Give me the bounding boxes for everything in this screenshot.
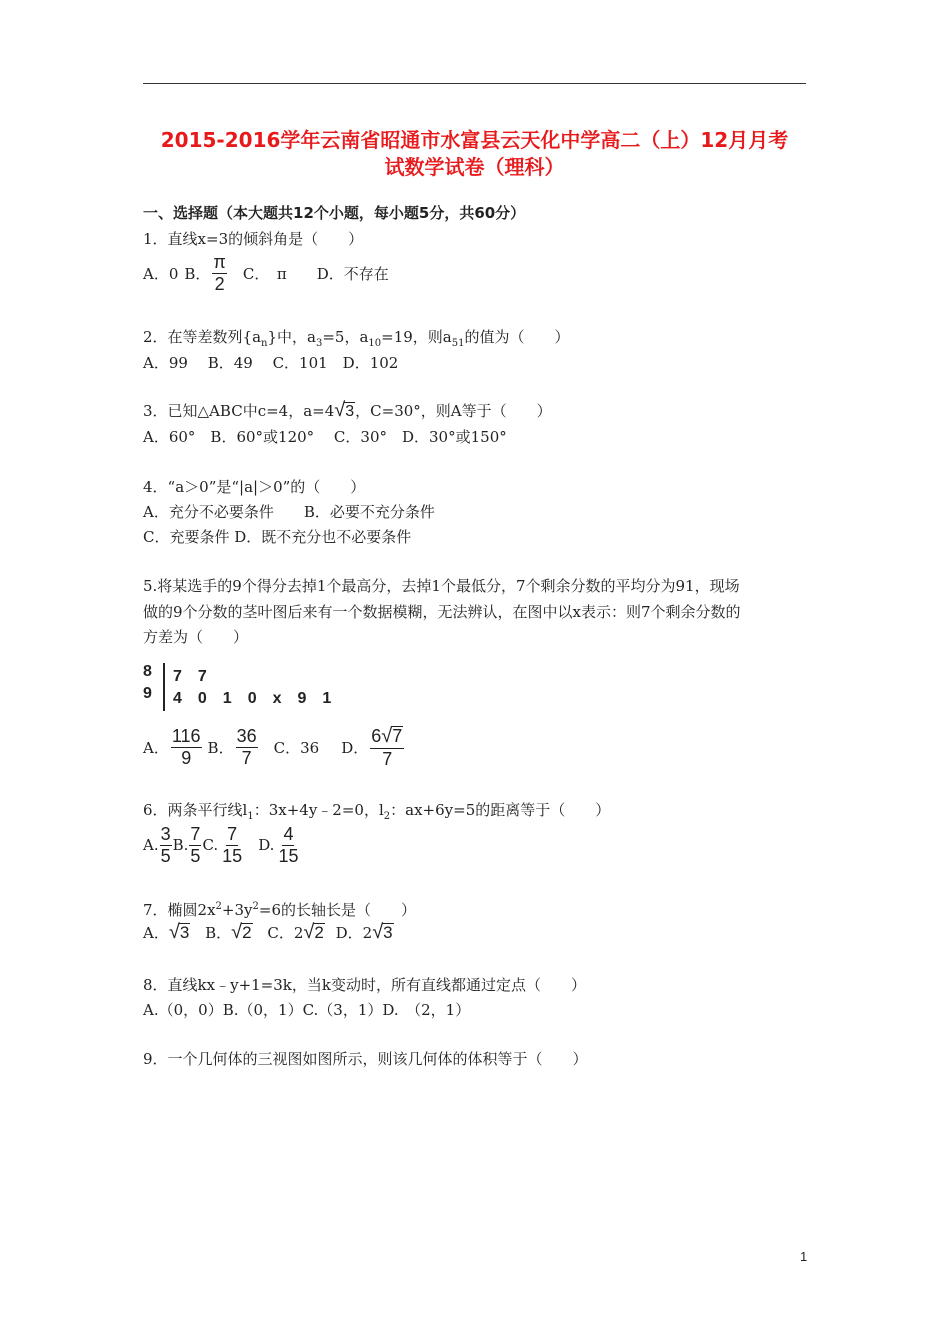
q2-text: }中，a — [267, 328, 316, 346]
q5-line1: 5.将某选手的9个得分去掉1个最高分，去掉1个最低分，7个剩余分数的平均分为91，现场 — [143, 577, 740, 595]
q3-options: A．60° B．60°或120° C．30° D．30°或150° — [143, 428, 507, 446]
stem-row1: 8 — [143, 663, 152, 680]
q5-line2: 做的9个分数的茎叶图后来有一个数据模糊，无法辨认，在图中以x表示：则7个剩余分数的 — [143, 603, 741, 621]
q6-options — [143, 825, 302, 866]
q4-options-ab: A．充分不必要条件 B．必要不充分条件 — [143, 503, 435, 521]
q7-d-radicand: 3 — [383, 923, 393, 942]
q3-radicand: 3 — [345, 403, 355, 420]
q5-a-numerator: 116 — [171, 726, 201, 747]
q5-option-b-label: B． — [207, 738, 234, 757]
q6-c-denominator: 15 — [222, 845, 243, 866]
q9-stem: 9．一个几何体的三视图如图所示，则该几何体的体积等于（ ） — [143, 1050, 588, 1068]
q7-option-a-label: A． — [143, 924, 169, 942]
q6-option-c-label: C. — [202, 836, 219, 855]
q6-option-d-fraction — [278, 825, 298, 866]
q1-options — [143, 253, 389, 294]
q7-text: +3y — [221, 901, 253, 919]
q3-text: 3．已知△ABC中c=4，a=4 — [143, 402, 335, 420]
q2-text: =19，则a — [381, 328, 452, 346]
q6-option-c-fraction — [222, 825, 242, 866]
q7-a-radicand: 3 — [179, 923, 190, 942]
q2-sub: 10 — [368, 338, 382, 349]
q4-options-cd: C．充要条件 D．既不充分也不必要条件 — [143, 528, 412, 546]
q1-option-b-label: B． — [184, 264, 211, 283]
q6-sub: 2 — [383, 811, 391, 822]
q7-option-d-label: D．2 — [335, 924, 373, 942]
q5-option-a-fraction — [171, 727, 202, 768]
q5-option-d-fraction — [370, 726, 404, 769]
q5-b-numerator: 36 — [236, 726, 257, 747]
q2-text: =5，a — [322, 328, 369, 346]
q5-d-denominator: 7 — [382, 749, 393, 769]
page-title-line1: 2015-2016学年云南省昭通市水富县云天化中学高二（上）12月月考 — [160, 128, 789, 152]
q5-line3: 方差为（ ） — [143, 628, 249, 646]
q6-c-numerator: 7 — [227, 824, 238, 844]
q1-stem: 1．直线x=3的倾斜角是（ ） — [143, 230, 364, 248]
q2-stem — [143, 326, 570, 349]
q7-text: 7．椭圆2x — [143, 901, 216, 919]
stem-row2: 9 — [143, 685, 152, 702]
q6-sub: 1 — [247, 811, 254, 822]
q6-a-denominator: 5 — [160, 845, 171, 866]
q6-b-denominator: 5 — [190, 845, 201, 866]
q1-option-d: D．不存在 — [316, 264, 389, 283]
q2-sub: 3 — [315, 338, 323, 349]
q7-option-c-label: C．2 — [267, 924, 304, 942]
q6-d-denominator: 15 — [278, 845, 299, 866]
q6-text: ：ax+6y=5的距离等于（ ） — [390, 801, 611, 819]
q6-option-b-label: B. — [172, 836, 189, 855]
q2-sub: n — [261, 338, 268, 349]
q2-options: A．99 B．49 C．101 D．102 — [143, 354, 399, 372]
leaves-row1: 7 7 — [173, 668, 207, 685]
q7-sup: 2 — [215, 901, 222, 912]
q6-option-d-label: D. — [258, 836, 275, 855]
q1-option-a: A．0 — [143, 264, 179, 283]
q7-text: =6的长轴长是（ ） — [258, 901, 417, 919]
q5-d-radicand: 7 — [392, 726, 403, 746]
q4-stem: 4．“a＞0”是“|a|＞0”的（ ） — [143, 478, 366, 496]
q6-d-numerator: 4 — [283, 824, 294, 844]
q8-options: A.（0，0）B.（0，1）C.（3，1）D. （2，1） — [143, 1001, 471, 1019]
q7-c-radicand: 2 — [314, 923, 324, 942]
q8-stem: 8．直线kx﹣y+1=3k，当k变动时，所有直线都通过定点（ ） — [143, 976, 586, 994]
header-rule — [143, 83, 806, 84]
page-number: 1 — [800, 1249, 808, 1264]
q7-options: A．√3 B．√2 C．2√2 D．2√3 — [143, 921, 393, 943]
q5-d-numerator: 6√7 — [371, 725, 403, 747]
q1-b-numerator: π — [213, 252, 226, 272]
q7-sup: 2 — [252, 901, 259, 912]
leaves-row2: 4 0 1 0 x 9 1 — [173, 690, 332, 707]
q6-text: 6．两条平行线l — [143, 801, 248, 819]
q2-text: 2．在等差数列{a — [143, 328, 262, 346]
q5-option-d-label: D． — [341, 738, 369, 757]
q3-stem: 3．已知△ABC中c=4，a=4√3，C=30°，则A等于（ ） — [143, 399, 552, 421]
q6-stem — [143, 799, 610, 822]
q1-option-c: C． π — [242, 264, 287, 283]
q7-option-b-label: B． — [205, 924, 232, 942]
q5-option-a-label: A． — [143, 738, 169, 757]
section-heading: 一、选择题（本大题共12个小题，每小题5分，共60分） — [143, 204, 526, 222]
q7-stem — [143, 899, 416, 920]
q5-a-denominator: 9 — [181, 747, 192, 768]
q5-option-b-fraction — [236, 727, 258, 768]
q7-b-radicand: 2 — [242, 923, 252, 942]
q2-text: 的值为（ ） — [464, 328, 570, 346]
q2-sub: 51 — [451, 338, 465, 349]
q5-d-coef: 6 — [371, 726, 382, 746]
q5-options — [143, 726, 406, 769]
q1-b-denominator: 2 — [214, 273, 225, 294]
q5-option-c: C．36 — [273, 738, 320, 757]
q6-text: ：3x+4y﹣2=0，l — [253, 801, 384, 819]
q6-option-a-fraction — [160, 825, 172, 866]
q6-b-numerator: 7 — [190, 824, 201, 844]
stem-leaf-divider — [163, 663, 165, 711]
q6-option-b-fraction — [189, 825, 201, 866]
q3-text: ，C=30°，则A等于（ ） — [355, 402, 552, 420]
q6-option-a-label: A. — [143, 836, 159, 855]
page-title-line2: 试数学试卷（理科） — [384, 155, 565, 179]
q5-b-denominator: 7 — [241, 747, 252, 768]
q6-a-numerator: 3 — [160, 824, 171, 844]
q1-option-b-fraction — [212, 253, 226, 294]
